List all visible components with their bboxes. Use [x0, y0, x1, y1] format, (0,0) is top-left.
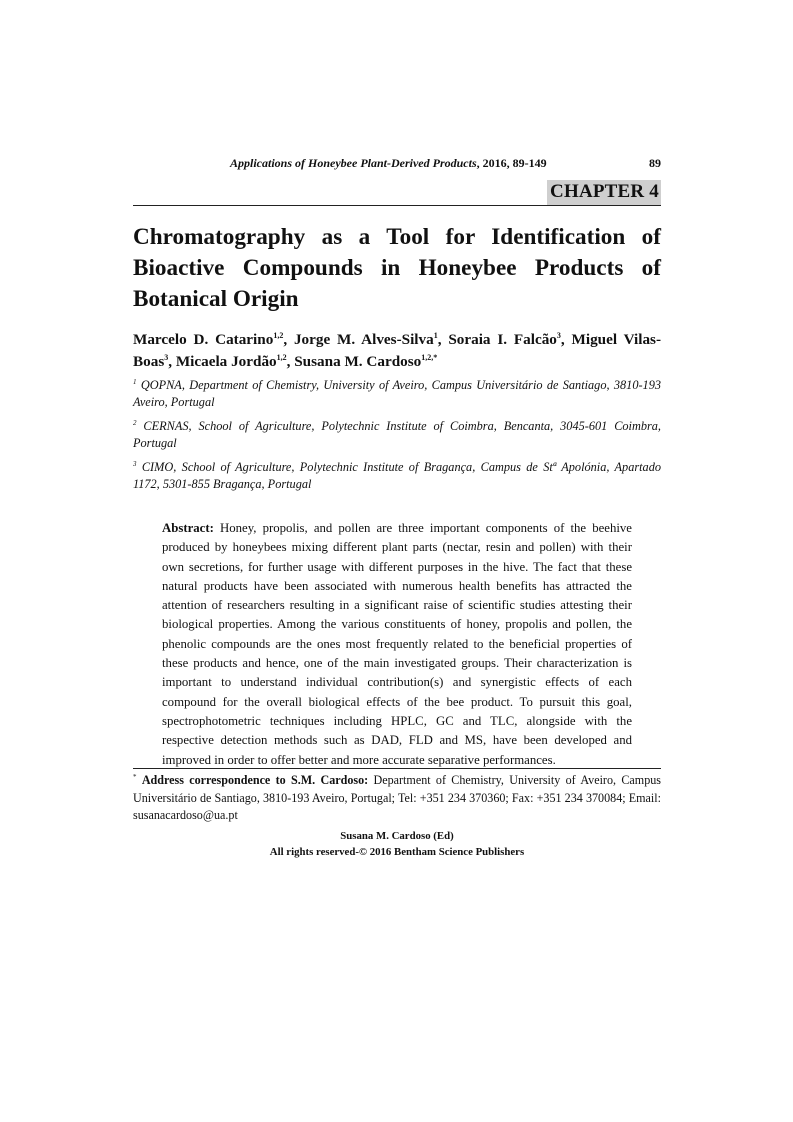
footnote-text: Department of Chemistry, University of Aveiro, Campus Universitário de Santiago, 3810-193 Aveiro, Portugal; Tel: +351 234 370360; Fax: +351 234 370084; Email: susanacardoso@ua.pt	[133, 773, 661, 822]
affiliation-text: CIMO, School of Agriculture, Polytechnic Institute of Bragança, Campus de Stª Apolónia, Apartado 1172, 5301-855 Bragança, Portugal	[133, 460, 662, 491]
affiliation-number: 3	[133, 460, 137, 468]
author-name: Jorge M. Alves-Silva	[293, 331, 434, 348]
author-name: Soraia I. Falcão	[448, 331, 557, 348]
affiliation-1	[133, 377, 661, 411]
author-name: Micaela Jordão	[175, 353, 277, 370]
journal-citation	[230, 156, 547, 171]
journal-title: Applications of Honeybee Plant-Derived Products	[230, 156, 477, 170]
affiliation-3	[133, 459, 661, 493]
author-affiliation-mark: 3	[164, 353, 169, 362]
chapter-label: CHAPTER 4	[547, 180, 661, 205]
author-name: Miguel Vilas-Boas	[133, 331, 662, 370]
abstract-label: Abstract:	[162, 521, 214, 535]
abstract-text: Honey, propolis, and pollen are three important components of the beehive produced by honeybees mixing different plant parts (nectar, resin and pollen) with their own secretions, for further usage with different purposes in the hive. The fact that these natural products have been associated with numerous health benefits has attracted the attention of researchers resulting in a significant raise of scientific studies attesting their biological properties. Among the various constituents of honey, propolis and pollen, the phenolic compounds are the ones most frequently related to the beneficial properties of these products and hence, one of the main investigated groups. Their characterization is important to understand individual contribution(s) and synergistic effects of each compound for the overall biological effects of the bee product. To pursuit this goal, spectrophotometric techniques including HPLC, GC and TLC, alongside with the respective detection methods such as DAD, FLD and MS, have been developed and improved in order to offer better and more accurate separative performances.	[162, 521, 632, 767]
affiliation-2	[133, 418, 661, 452]
chapter-title: Chromatography as a Tool for Identification of Bioactive Compounds in Honeybee Products of Botanical Origin	[133, 224, 661, 312]
author-affiliation-mark: 1,2,*	[421, 353, 438, 362]
page-number: 89	[649, 156, 661, 170]
footnote-label: Address correspondence to S.M. Cardoso:	[141, 773, 369, 787]
footnote-marker: *	[133, 773, 137, 781]
affiliation-number: 1	[133, 378, 137, 386]
footnote-divider	[133, 768, 661, 769]
affiliation-text: QOPNA, Department of Chemistry, University of Aveiro, Campus Universitário de Santiago, 3810-193 Aveiro, Portugal	[133, 378, 662, 409]
abstract	[162, 519, 632, 770]
author-name: Marcelo D. Catarino	[133, 331, 274, 348]
header-divider	[133, 205, 661, 206]
author-name: Susana M. Cardoso	[294, 353, 422, 370]
author-affiliation-mark: 3	[556, 331, 561, 340]
correspondence-footnote	[133, 772, 661, 825]
affiliation-text: CERNAS, School of Agriculture, Polytechnic Institute of Coimbra, Bencanta, 3045-601 Coimbra, Portugal	[133, 419, 661, 450]
editor-line: Susana M. Cardoso (Ed)	[340, 830, 454, 842]
author-list: Marcelo D. Catarino$^{1,2}$, Jorge M. Alves-Silva$^1$, Soraia I. Falcão$^3$, Miguel Vilas-Boas$^3$, Micaela Jordão$^{1,2}$, Susana M. Cardoso$^{1,2,*}$	[133, 331, 662, 370]
journal-details: , 2016, 89-149	[476, 156, 547, 170]
rights-line: All rights reserved-© 2016 Bentham Science Publishers	[269, 846, 525, 858]
author-affiliation-mark: 1	[433, 331, 438, 340]
author-affiliation-mark: 1,2	[273, 331, 284, 340]
author-affiliation-mark: 1,2	[276, 353, 287, 362]
affiliation-number: 2	[133, 419, 137, 427]
